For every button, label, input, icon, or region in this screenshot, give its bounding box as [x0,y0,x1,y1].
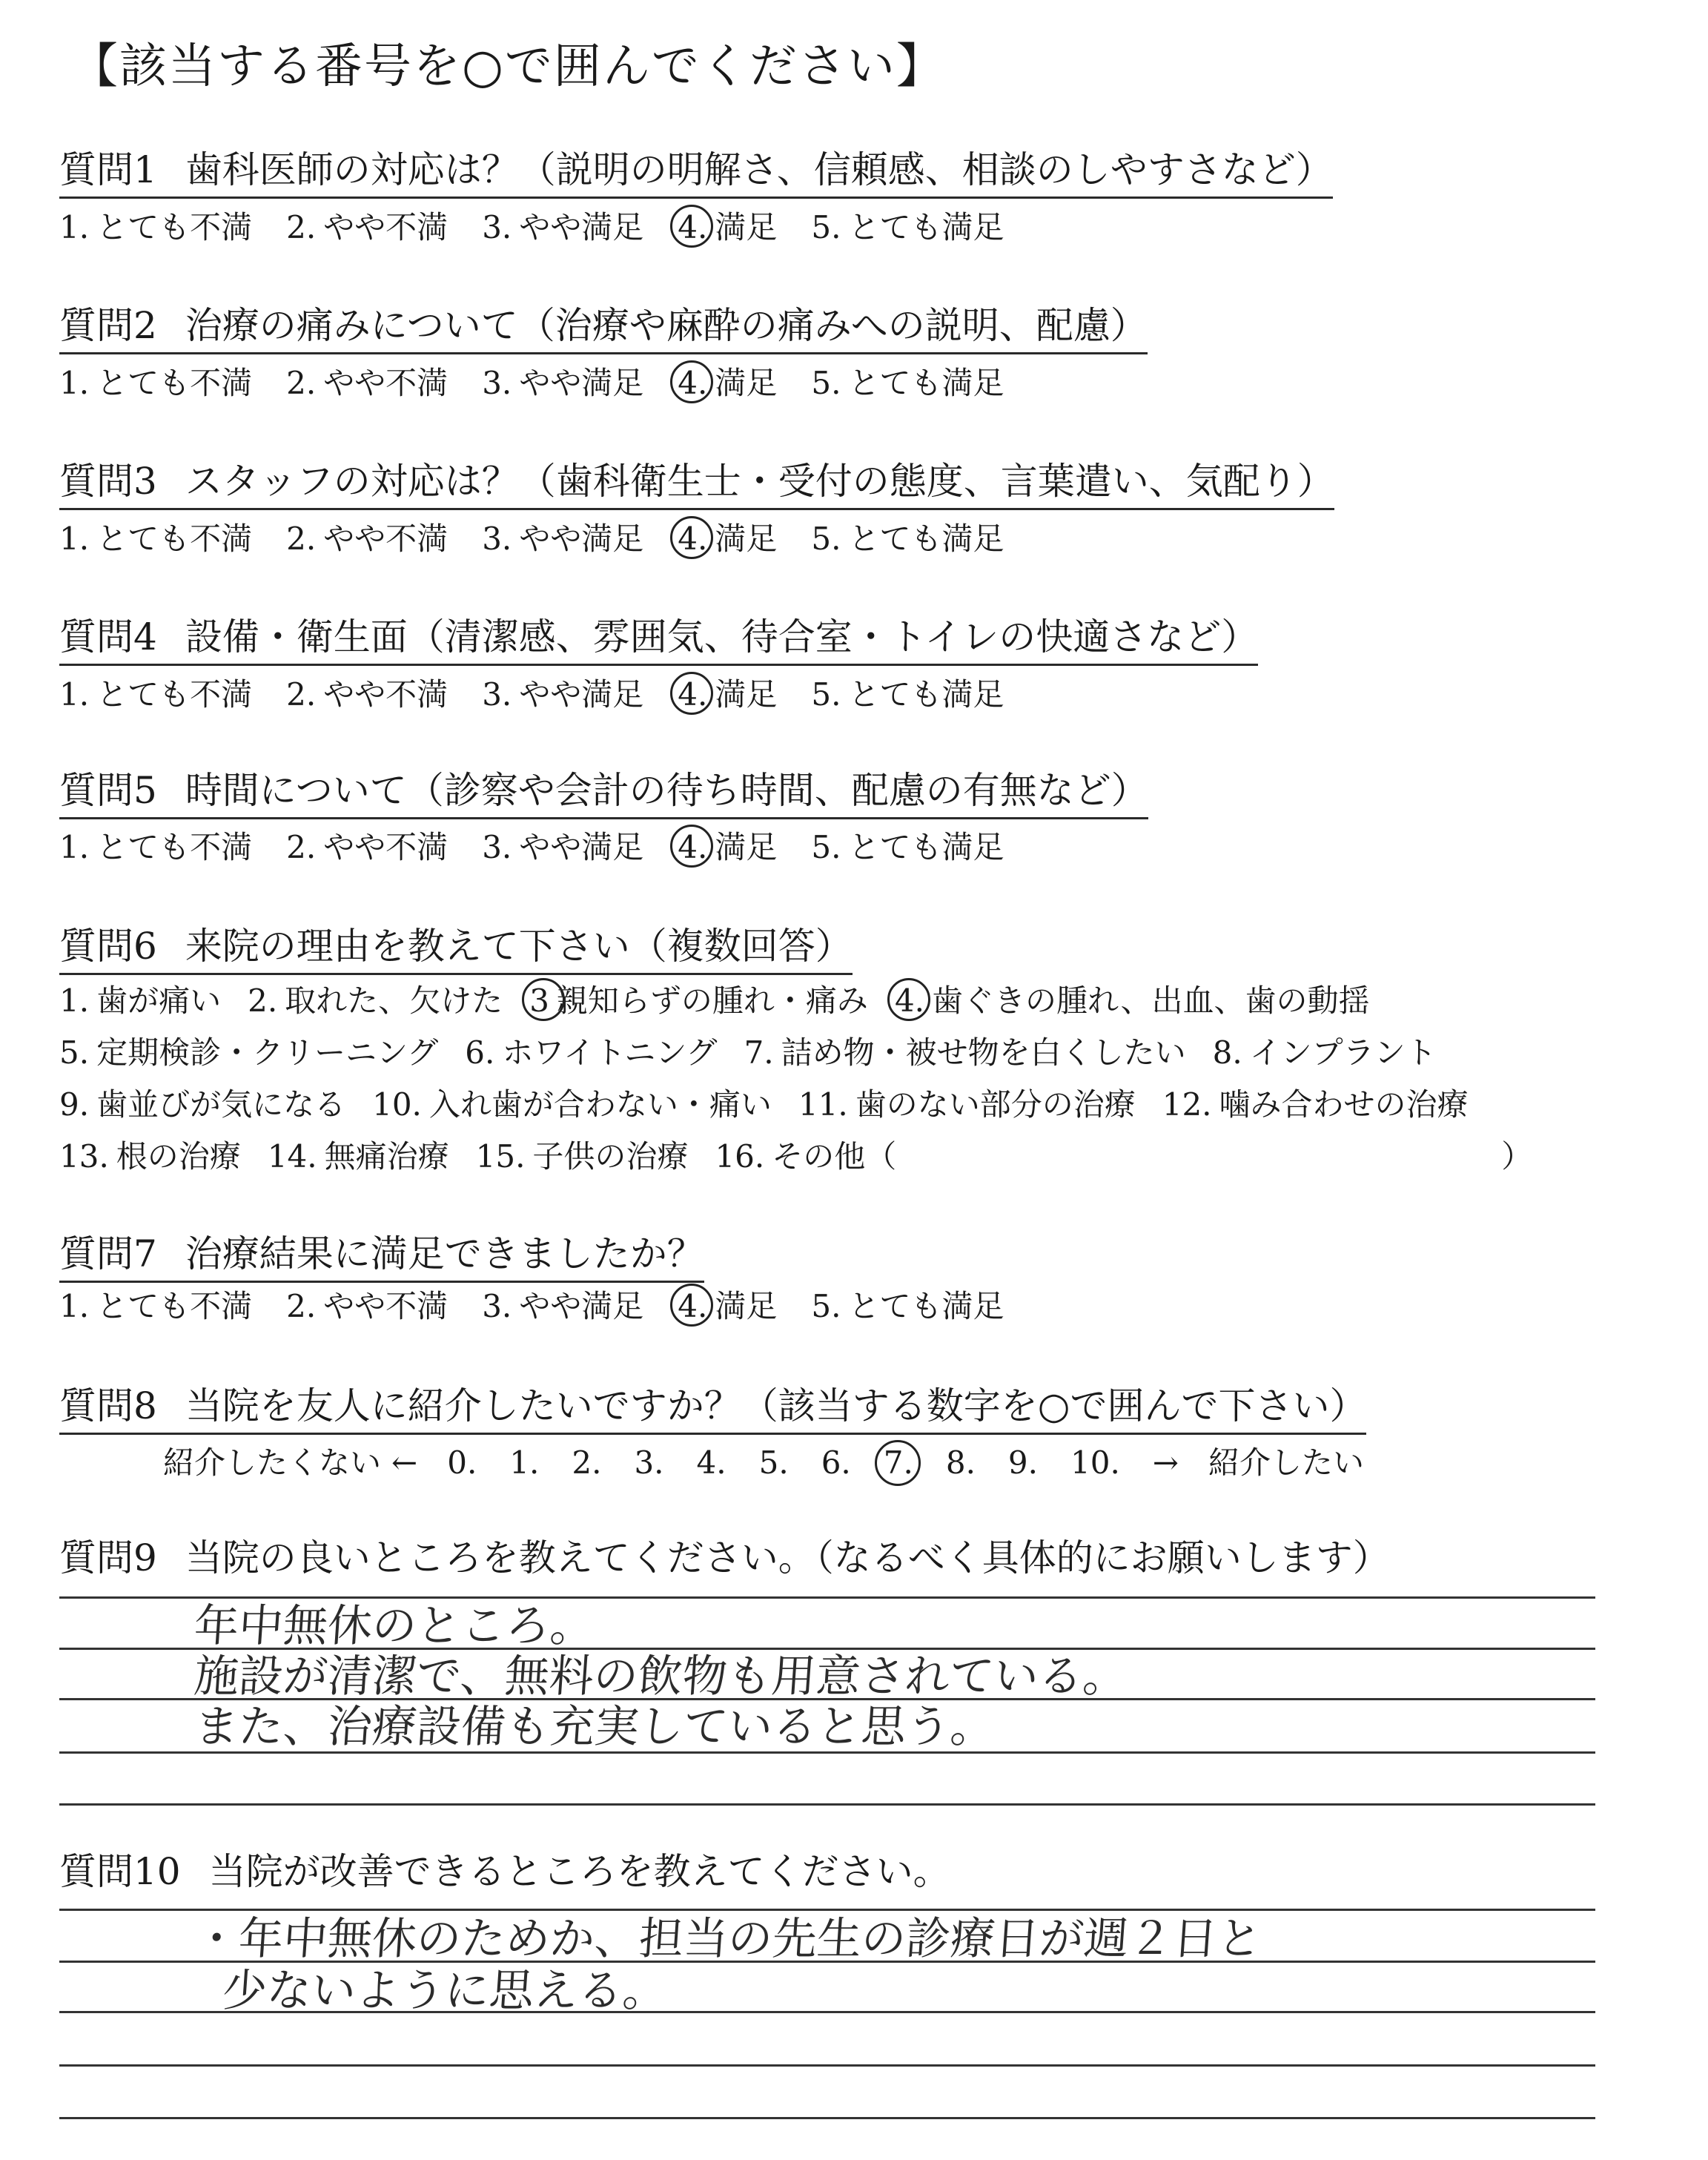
reason-option [895,982,1370,1020]
option-number: 3. [482,676,512,713]
reason-option [372,1086,772,1123]
question-3-text: スタッフの対応は？（歯科衛生士・受付の態度、言葉遣い、気配り） [185,460,1334,503]
option-number: 4. [678,1288,708,1324]
question-2 [59,303,1148,354]
option-number: 2. [286,209,317,245]
option-4 [678,209,777,246]
question-9-number: 質問9 [59,1536,157,1579]
option-number: 4. [678,209,708,245]
scale-number: 4. [696,1444,726,1481]
scale-number: 6. [821,1444,851,1481]
question-3-number: 質問3 [59,460,157,503]
scale-number: 8. [945,1444,976,1481]
reason-number: 9. [59,1086,90,1123]
reason-label: その他（ [772,1138,897,1175]
question-5-text: 時間について（診察や会計の待ち時間、配慮の有無など） [185,769,1148,812]
option-label: 満足 [715,1288,778,1324]
scale-number: 10. [1070,1444,1120,1481]
option-label: 満足 [715,829,778,865]
question-8-number: 質問8 [59,1384,157,1427]
reason-number: 16. [715,1138,765,1175]
option-number: 1. [59,521,90,557]
question-6-text: 来院の理由を教えて下さい（複数回答） [185,925,853,968]
option-label: とても不満 [96,676,253,713]
option-label: やや満足 [519,1288,644,1324]
reason-number: 2. [248,982,278,1019]
reason-number: 12. [1162,1086,1212,1123]
arrow-right-icon: → [1152,1444,1179,1481]
answer-line [59,1909,1595,1911]
reason-option [1213,1034,1437,1071]
question-9-text: 当院の良いところを教えてください。（なるべく具体的にお願いします） [185,1536,1390,1579]
option-4 [678,1288,777,1325]
reason-number: 3 [529,982,549,1019]
scale-number: 1. [509,1444,540,1481]
option-2 [286,365,448,402]
option-number: 4. [678,521,708,557]
question-6-number: 質問6 [59,925,157,968]
reason-number: 14. [267,1138,317,1175]
option-3 [482,829,643,866]
option-label: 満足 [715,521,778,557]
option-number: 5. [811,209,841,245]
reason-label: 根の治療 [116,1138,241,1175]
option-1 [59,829,252,866]
option-1 [59,521,252,558]
option-5 [811,521,1004,558]
option-5 [811,676,1004,713]
option-label: とても満足 [848,829,1004,865]
question-10 [59,1849,950,1895]
option-number: 3. [482,521,512,557]
option-1 [59,209,252,246]
question-5-number: 質問5 [59,769,157,812]
option-4 [678,521,777,558]
option-number: 5. [811,1288,841,1324]
option-label: やや不満 [323,521,448,557]
scale-number: 7. [883,1444,913,1481]
question-7-text: 治療結果に満足できましたか？ [185,1232,704,1275]
option-number: 1. [59,209,90,245]
option-number: 3. [482,829,512,865]
reason-label: 定期検診・クリーニング [96,1034,439,1071]
reason-label: 歯ぐきの腫れ、出血、歯の動揺 [932,982,1370,1019]
option-label: やや満足 [519,676,644,713]
option-number: 2. [286,829,317,865]
reason-label: 無痛治療 [324,1138,449,1175]
question-3-options [59,521,1038,558]
option-label: やや不満 [323,1288,448,1324]
question-5-options [59,829,1038,866]
reason-label: 詰め物・被せ物を白くしたい [781,1034,1186,1071]
reason-option [268,1138,449,1175]
question-5 [59,767,1148,819]
question-10-answer-line-1: ・年中無休のためか、担当の先生の診療日が週２日と [192,1913,1264,1965]
reason-number: 8. [1212,1034,1242,1071]
question-3 [59,458,1334,510]
option-label: やや不満 [323,829,448,865]
option-number: 4. [678,365,708,401]
reason-option [529,982,868,1020]
option-number: 3. [482,365,512,401]
option-2 [286,209,448,246]
reason-option [59,982,221,1020]
option-number: 3. [482,209,512,245]
option-5 [811,829,1004,866]
option-4 [678,829,777,866]
option-number: 2. [286,365,317,401]
question-1-text: 歯科医師の対応は？（説明の明解さ、信頼感、相談のしやすさなど） [185,148,1333,191]
reason-label: ホワイトニング [502,1034,718,1071]
option-2 [286,829,448,866]
reason-label: 歯並びが気になる [96,1086,346,1123]
reason-label: 歯が痛い [96,982,222,1019]
question-8-numbers [447,1444,1153,1481]
option-4 [678,676,777,713]
option-3 [482,1288,643,1325]
answer-line [59,2117,1595,2119]
other-close-paren: ） [1501,1138,1533,1175]
option-number: 2. [286,676,317,713]
option-number: 1. [59,829,90,865]
option-2 [286,676,448,713]
scale-number: 0. [447,1444,477,1481]
scale-number: 3. [634,1444,664,1481]
reason-number: 6. [465,1034,495,1071]
option-number: 1. [59,1288,90,1324]
reason-number: 15. [475,1138,526,1175]
option-number: 5. [811,829,841,865]
question-4-number: 質問4 [59,615,157,658]
option-1 [59,676,252,713]
option-number: 1. [59,676,90,713]
question-7-options [59,1288,1038,1325]
answer-line [59,1596,1595,1599]
answer-line [59,1803,1595,1806]
option-number: 4. [678,829,708,865]
option-label: 満足 [715,365,778,401]
question-8-scale [163,1444,1364,1482]
question-2-options [59,365,1038,402]
option-number: 5. [811,521,841,557]
question-1 [59,147,1333,199]
option-number: 4. [678,676,708,713]
question-6-row-1 [59,982,1397,1020]
option-5 [811,209,1004,246]
reason-number: 7. [744,1034,774,1071]
option-label: やや満足 [519,521,644,557]
question-8-left-label: 紹介したくない [163,1444,382,1481]
scale-number: 5. [758,1444,789,1481]
option-label: 満足 [715,676,778,713]
option-number: 1. [59,365,90,401]
option-number: 5. [811,365,841,401]
question-9-answer-line-3: また、治療設備も充実していると思う。 [192,1701,997,1753]
option-label: とても満足 [848,209,1004,245]
reason-number: 1. [59,982,90,1019]
option-1 [59,1288,252,1325]
option-4 [678,365,777,402]
option-label: とても満足 [848,365,1004,401]
option-number: 3. [482,1288,512,1324]
question-6-row-4 [59,1138,1532,1175]
option-label: やや満足 [519,365,644,401]
option-3 [482,209,643,246]
reason-option [59,1138,241,1175]
reason-number: 10. [372,1086,422,1123]
scale-number: 9. [1007,1444,1038,1481]
question-10-text: 当院が改善できるところを教えてください。 [208,1850,950,1893]
option-number: 2. [286,1288,317,1324]
page-header: 【該当する番号を○で囲んでください】 [70,39,945,94]
question-8-text: 当院を友人に紹介したいですか？（該当する数字を○で囲んで下さい） [185,1384,1367,1427]
question-4-options [59,676,1038,713]
question-6 [59,923,853,975]
question-8 [59,1383,1366,1435]
option-label: やや満足 [519,209,644,245]
question-6-row-2 [59,1034,1463,1071]
option-label: とても満足 [848,521,1004,557]
reason-number: 11. [798,1086,848,1123]
option-label: とても不満 [96,209,253,245]
reason-label: インプラント [1249,1034,1437,1071]
question-1-options [59,209,1038,246]
option-label: やや不満 [323,209,448,245]
option-label: やや満足 [519,829,644,865]
option-5 [811,365,1004,402]
option-label: やや不満 [323,365,448,401]
option-label: 満足 [715,209,778,245]
option-label: とても不満 [96,829,253,865]
answer-line [59,2064,1595,2067]
reason-number: 13. [59,1138,109,1175]
option-1 [59,365,252,402]
option-number: 2. [286,521,317,557]
option-label: やや不満 [323,676,448,713]
question-6-row-3 [59,1086,1495,1123]
reason-option [59,1034,438,1071]
option-3 [482,365,643,402]
question-2-number: 質問2 [59,304,157,347]
option-2 [286,521,448,558]
reason-option [798,1086,1136,1123]
reason-option [248,982,503,1020]
question-4-text: 設備・衛生面（清潔感、雰囲気、待合室・トイレの快適さなど） [185,615,1259,658]
reason-option [476,1138,689,1175]
question-10-answer-line-2: 少ないように思える。 [220,1965,669,2017]
reason-number: 5. [59,1034,90,1071]
reason-label: 入れ歯が合わない・痛い [428,1086,772,1123]
question-2-text: 治療の痛みについて（治療や麻酔の痛みへの説明、配慮） [185,304,1148,347]
option-2 [286,1288,448,1325]
question-4 [59,614,1258,666]
reason-label: 親知らずの腫れ・痛み [556,982,868,1019]
question-7-number: 質問7 [59,1232,157,1275]
option-3 [482,521,643,558]
reason-number: 4. [894,982,925,1019]
option-label: とても不満 [96,1288,253,1324]
option-label: とても満足 [848,676,1004,713]
reason-label: 歯のない部分の治療 [855,1086,1136,1123]
option-5 [811,1288,1004,1325]
reason-option [465,1034,717,1071]
question-10-number: 質問10 [59,1850,181,1893]
question-7 [59,1231,704,1283]
question-9-answer-line-1: 年中無休のところ。 [192,1600,597,1652]
reason-option [1162,1086,1469,1123]
option-number: 5. [811,676,841,713]
option-label: とても不満 [96,365,253,401]
option-label: とても満足 [848,1288,1004,1324]
reason-label: 噛み合わせの治療 [1219,1086,1469,1123]
arrow-left-icon: ← [391,1444,418,1481]
question-9 [59,1535,1390,1582]
question-9-answer-line-2: 施設が清潔で、無料の飲物も用意されている。 [192,1651,1130,1702]
question-8-right-label: 紹介したい [1208,1444,1365,1481]
option-3 [482,676,643,713]
reason-label: 取れた、欠けた [285,982,503,1019]
reason-label: 子供の治療 [532,1138,689,1175]
reason-option [59,1086,345,1123]
reason-option [744,1034,1186,1071]
question-1-number: 質問1 [59,148,157,191]
scale-number: 2. [572,1444,602,1481]
option-label: とても不満 [96,521,253,557]
reason-option [715,1138,896,1175]
